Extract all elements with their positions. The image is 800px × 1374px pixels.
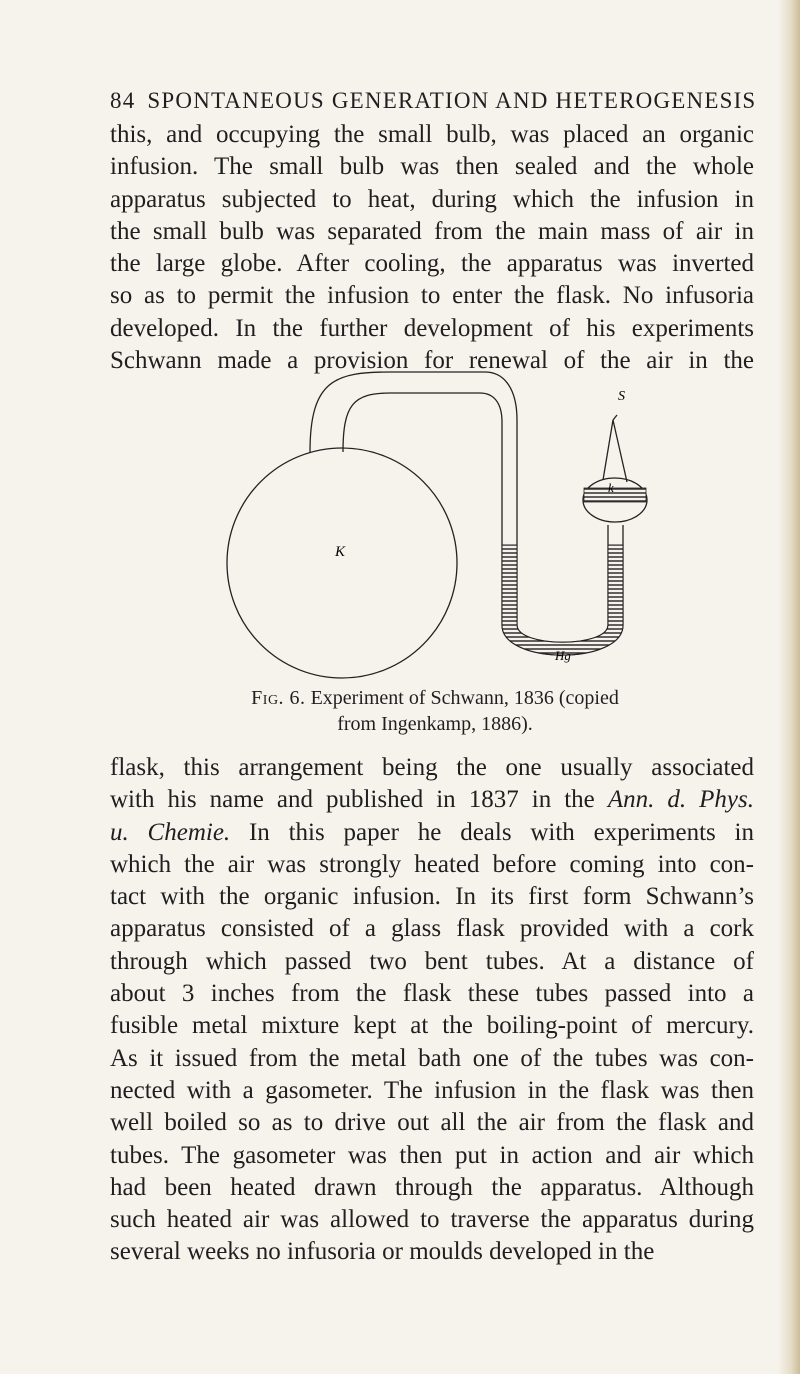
text-line: flask, this arrangement being the one usually associated: [110, 754, 754, 781]
paragraph-1: [110, 119, 754, 377]
text-line: so as to permit the infusion to enter the flask. No infusoria: [110, 282, 754, 310]
figure-caption: [140, 685, 730, 737]
label-k-small: k: [608, 480, 614, 495]
label-s: S: [618, 389, 625, 404]
text-line: this, and occupying the small bulb, was placed an organic: [110, 121, 754, 148]
caption-line-2: from Ingenkamp, 1886).: [337, 713, 533, 735]
journal-title: Ann. d. Phys.: [607, 786, 754, 814]
label-k-globe: K: [335, 544, 346, 560]
text-line: several weeks no infusoria or moulds developed in the: [110, 1238, 655, 1266]
text-line: tact with the organic infusion. In its first form Schwann’s: [110, 883, 754, 911]
text-line: the large globe. After cooling, the apparatus was inverted: [110, 250, 754, 278]
figure-number: Fig. 6.: [251, 687, 306, 709]
text-line: the small bulb was separated from the main mass of air in: [110, 217, 754, 245]
text-line: such heated air was allowed to traverse the apparatus during: [110, 1206, 754, 1234]
text-line: apparatus subjected to heat, during which the infusion in: [110, 185, 754, 213]
text-line: which the air was strongly heated before coming into con-: [110, 850, 754, 878]
page-edge-shadow: [778, 0, 800, 1374]
caption-line-1: Experiment of Schwann, 1836 (copied: [310, 687, 619, 709]
text-line: well boiled so as to drive out all the air from the flask and: [110, 1109, 754, 1137]
label-hg: Hg: [555, 648, 571, 663]
schwann-apparatus-figure: [215, 360, 655, 680]
running-head: [110, 88, 757, 114]
text-line: developed. In the further development of his experiments: [110, 314, 754, 342]
text-line: tubes. The gasometer was then put in action and air which: [110, 1141, 754, 1169]
text-line: infusion. The small bulb was then sealed and the whole: [110, 153, 754, 181]
page-number: 84: [110, 88, 136, 113]
text-line: about 3 inches from the flask these tubes passed into a: [110, 980, 754, 1008]
text-line: apparatus consisted of a glass flask provided with a cork: [110, 915, 754, 943]
apparatus-illustration: [215, 360, 655, 680]
text-run: with his name and published in 1837 in the: [110, 786, 608, 814]
text-run: In this paper he deals with experiments in: [230, 818, 755, 846]
flask-outline: [227, 372, 647, 678]
text-line: Schwann made a provision for renewal of the air in the: [110, 347, 754, 375]
text-line: [110, 817, 754, 849]
running-head-title: SPONTANEOUS GENERATION AND HETEROGENESIS: [147, 88, 757, 113]
text-line: fusible metal mixture kept at the boiling-point of mercury.: [110, 1012, 754, 1040]
text-line: through which passed two bent tubes. At a distance of: [110, 947, 754, 975]
journal-title-cont: u. Chemie.: [110, 818, 231, 846]
paragraph-2: [110, 752, 754, 1269]
text-line: As it issued from the metal bath one of the tubes was con-: [110, 1044, 754, 1072]
mercury-column: [502, 488, 646, 655]
text-line: [110, 784, 754, 816]
text-line: had been heated drawn through the apparatus. Although: [110, 1173, 754, 1201]
text-line: nected with a gasometer. The infusion in the flask was then: [110, 1076, 754, 1104]
